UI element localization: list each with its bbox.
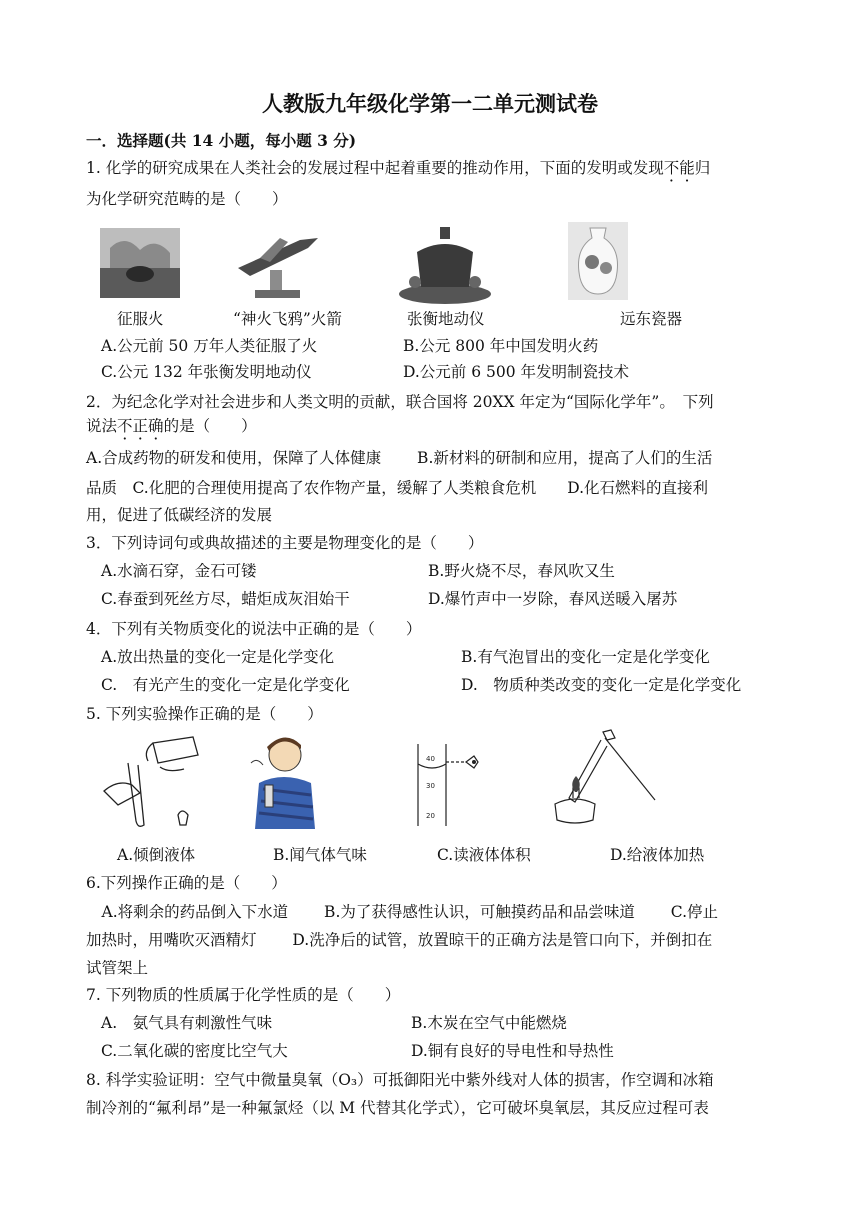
q4-option-d: D. 物质种类改变的变化一定是化学变化 <box>461 676 742 694</box>
scale-mark-30: 30 <box>426 782 435 790</box>
smelling-gas-figure <box>243 733 325 833</box>
q5-stem: 5. 下列实验操作正确的是（ ） <box>86 705 323 723</box>
reading-volume-figure <box>410 742 490 832</box>
caption-porcelain: 远东瓷器 <box>620 310 683 328</box>
q2-line4: 品质 C.化肥的合理使用提高了农作物产量，缓解了人类粮食危机 D.化石燃料的直接利 <box>86 479 709 497</box>
q3-stem: 3．下列诗词句或典故描述的主要是物理变化的是（ ） <box>86 534 484 552</box>
q6-stem: 6.下列操作正确的是（ ） <box>86 874 287 892</box>
q3-option-d: D.爆竹声中一岁除，春风送暖入屠苏 <box>428 590 678 608</box>
q7-option-b: B.木炭在空气中能燃烧 <box>411 1014 567 1032</box>
q6-line3: 试管架上 <box>86 959 149 977</box>
pouring-liquid-figure <box>98 733 206 833</box>
q4-option-c: C. 有光产生的变化一定是化学变化 <box>101 676 350 694</box>
q2-line1: 2．为纪念化学对社会进步和人类文明的贡献，联合国将 20XX 年定为“国际化学年”。 下列 <box>86 393 714 411</box>
caption-rocket: “神火飞鸦”火箭 <box>233 310 342 328</box>
porcelain-vase-image <box>568 222 628 300</box>
q5-option-a: A.倾倒液体 <box>117 846 196 864</box>
q1-option-d: D.公元前 6 500 年发明制瓷技术 <box>403 363 630 381</box>
q2-line3: A.合成药物的研发和使用，保障了人体健康 B.新材料的研制和应用，提高了人们的生活 <box>86 449 713 467</box>
seismograph-image <box>395 222 495 307</box>
q3-option-c: C.春蚕到死丝方尽，蜡炬成灰泪始干 <box>101 590 350 608</box>
q5-option-d: D.给液体加热 <box>610 846 705 864</box>
q8-line2: 制冷剂的“氟利昂”是一种氟氯烃（以 M 代替其化学式），它可破坏臭氧层，其反应过程可表 <box>86 1099 709 1117</box>
q8-line1: 8. 科学实验证明：空气中微量臭氧（O₃）可抵御阳光中紫外线对人体的损害，作空调和冰箱 <box>86 1071 714 1089</box>
q1-line1: 1. 化学的研究成果在人类社会的发展过程中起着重要的推动作用，下面的发明或发现不能归 <box>86 159 711 177</box>
fire-image <box>100 228 180 298</box>
q1-line2: 为化学研究范畴的是（ ） <box>86 190 288 208</box>
q7-option-c: C.二氧化碳的密度比空气大 <box>101 1042 288 1060</box>
q7-option-d: D.铜有良好的导电性和导热性 <box>411 1042 614 1060</box>
page-title: 人教版九年级化学第一二单元测试卷 <box>262 91 598 116</box>
q3-option-a: A.水滴石穿，金石可镂 <box>101 562 257 580</box>
q4-option-b: B.有气泡冒出的变化一定是化学变化 <box>461 648 710 666</box>
q3-option-b: B.野火烧不尽，春风吹又生 <box>428 562 615 580</box>
q7-option-a: A. 氨气具有刺激性气味 <box>101 1014 273 1032</box>
caption-fire: 征服火 <box>117 310 164 328</box>
q5-option-c: C.读液体体积 <box>437 846 531 864</box>
q1-option-c: C.公元 132 年张衡发明地动仪 <box>101 363 312 381</box>
scale-mark-20: 20 <box>426 812 435 820</box>
q5-option-b: B.闻气体气味 <box>273 846 367 864</box>
rocket-image <box>230 228 325 303</box>
heating-liquid-figure <box>545 728 660 828</box>
q1-option-b: B.公元 800 年中国发明火药 <box>403 337 599 355</box>
q2-line2: 说法不正确的是（ ） <box>86 417 257 435</box>
q4-stem: 4．下列有关物质变化的说法中正确的是（ ） <box>86 620 422 638</box>
q6-line1: A.将剩余的药品倒入下水道 B.为了获得感性认识，可触摸药品和品尝味道 C.停止 <box>86 903 719 921</box>
q4-option-a: A.放出热量的变化一定是化学变化 <box>101 648 335 666</box>
q7-stem: 7. 下列物质的性质属于化学性质的是（ ） <box>86 986 401 1004</box>
q2-line5: 用，促进了低碳经济的发展 <box>86 506 273 524</box>
q1-option-a: A.公元前 50 万年人类征服了火 <box>101 337 318 355</box>
section-heading: 一．选择题(共 14 小题，每小题 3 分) <box>86 131 357 150</box>
scale-mark-40: 40 <box>426 755 435 763</box>
q6-line2: 加热时，用嘴吹灭酒精灯 D.洗净后的试管，放置晾干的正确方法是管口向下，并倒扣在 <box>86 931 713 949</box>
caption-seismograph: 张衡地动仪 <box>407 310 485 328</box>
